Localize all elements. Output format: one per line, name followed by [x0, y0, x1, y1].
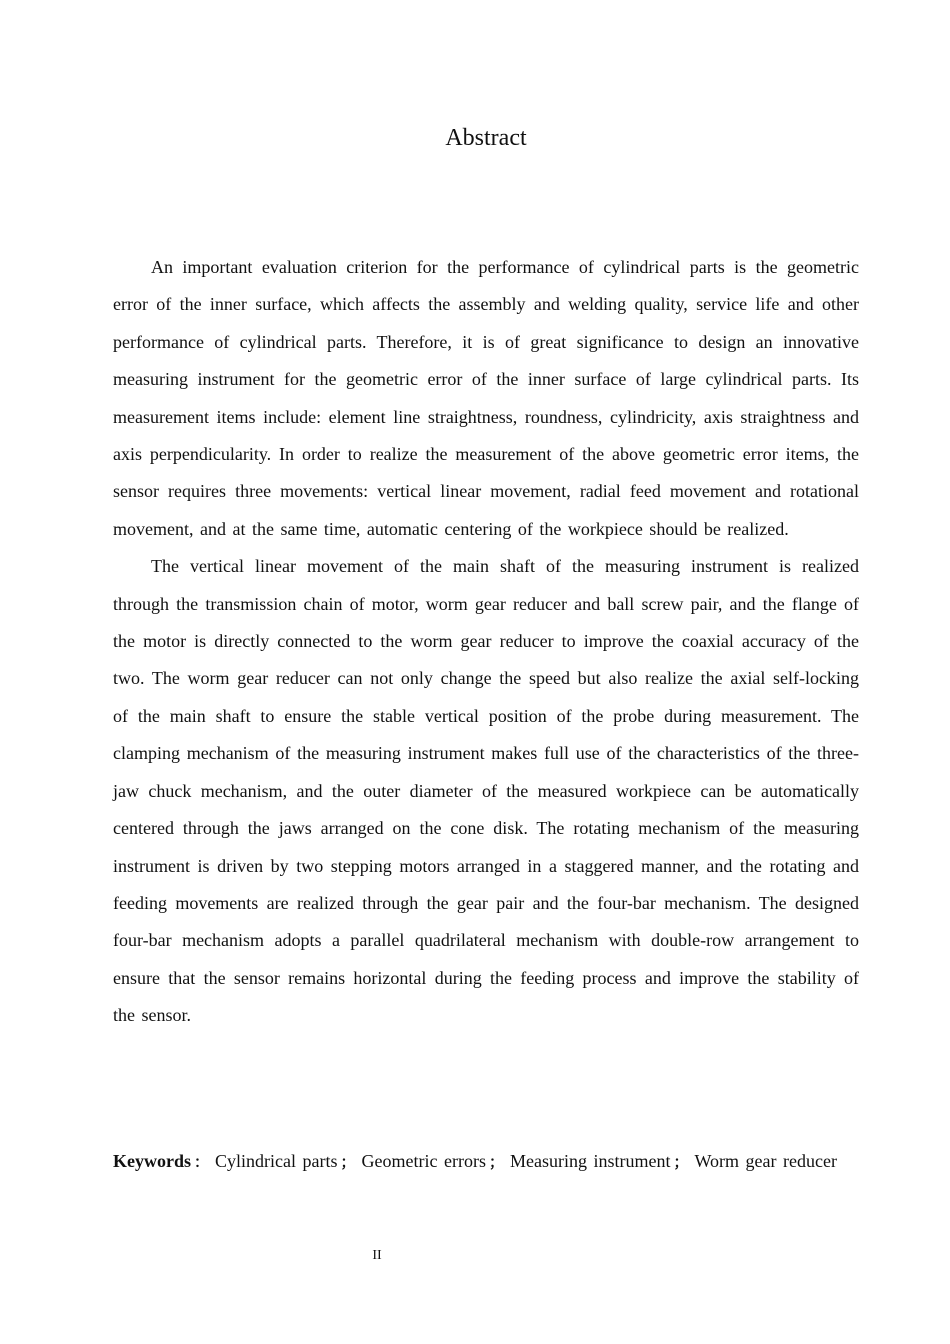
keyword-item-4: Worm gear reducer: [694, 1151, 837, 1171]
keyword-item-3: Measuring instrument: [509, 1151, 671, 1171]
abstract-body: [113, 249, 859, 1035]
keywords-label: Keywords: [113, 1151, 191, 1171]
abstract-paragraph-2: The vertical linear movement of the main shaft of the measuring instrument is realized through the transmission chain of motor, worm gear reducer and ball screw pair, and the flange of the motor is directly connected to the worm gear reducer to improve the coaxial accuracy of the two. The worm gear reducer can not only change the speed but also realize the axial self-locking of the main shaft to ensure the stable vertical position of the probe during measurement. The clamping mechanism of the measuring instrument makes full use of the characteristics of the three-jaw chuck mechanism, and the outer diameter of the measured workpiece can be automatically centered through the jaws arranged on the cone disk. The rotating mechanism of the measuring instrument is driven by two stepping motors arranged in a staggered manner, and the rotating and feeding movements are realized through the gear pair and the four-bar mechanism. The designed four-bar mechanism adopts a parallel quadrilateral mechanism with double-row arrangement to ensure that the sensor remains horizontal during the feeding process and improve the stability of the sensor.: [113, 556, 859, 1026]
keywords-label-colon: ：: [194, 1155, 210, 1171]
keyword-separator: ；: [340, 1155, 356, 1171]
keyword-item-2: Geometric errors: [361, 1151, 486, 1171]
keywords-line: [113, 1143, 859, 1182]
abstract-paragraph-1: An important evaluation criterion for the performance of cylindrical parts is the geometric error of the inner surface, which affects the assembly and welding quality, service life and other performance of cylindrical parts. Therefore, it is of great significance to design an innovative measuring instrument for the geometric error of the inner surface of large cylindrical parts. Its measurement items include: element line straightness, roundness, cylindricity, axis straightness and axis perpendicularity. In order to realize the measurement of the above geometric error items, the sensor requires three movements: vertical linear movement, radial feed movement and rotational movement, and at the same time, automatic centering of the workpiece should be realized.: [113, 257, 859, 539]
page-number: II: [372, 1248, 382, 1263]
keyword-separator: ；: [488, 1155, 504, 1171]
keyword-item-1: Cylindrical parts: [215, 1151, 338, 1171]
keyword-separator: ；: [673, 1155, 689, 1171]
page-title: Abstract: [445, 125, 527, 151]
